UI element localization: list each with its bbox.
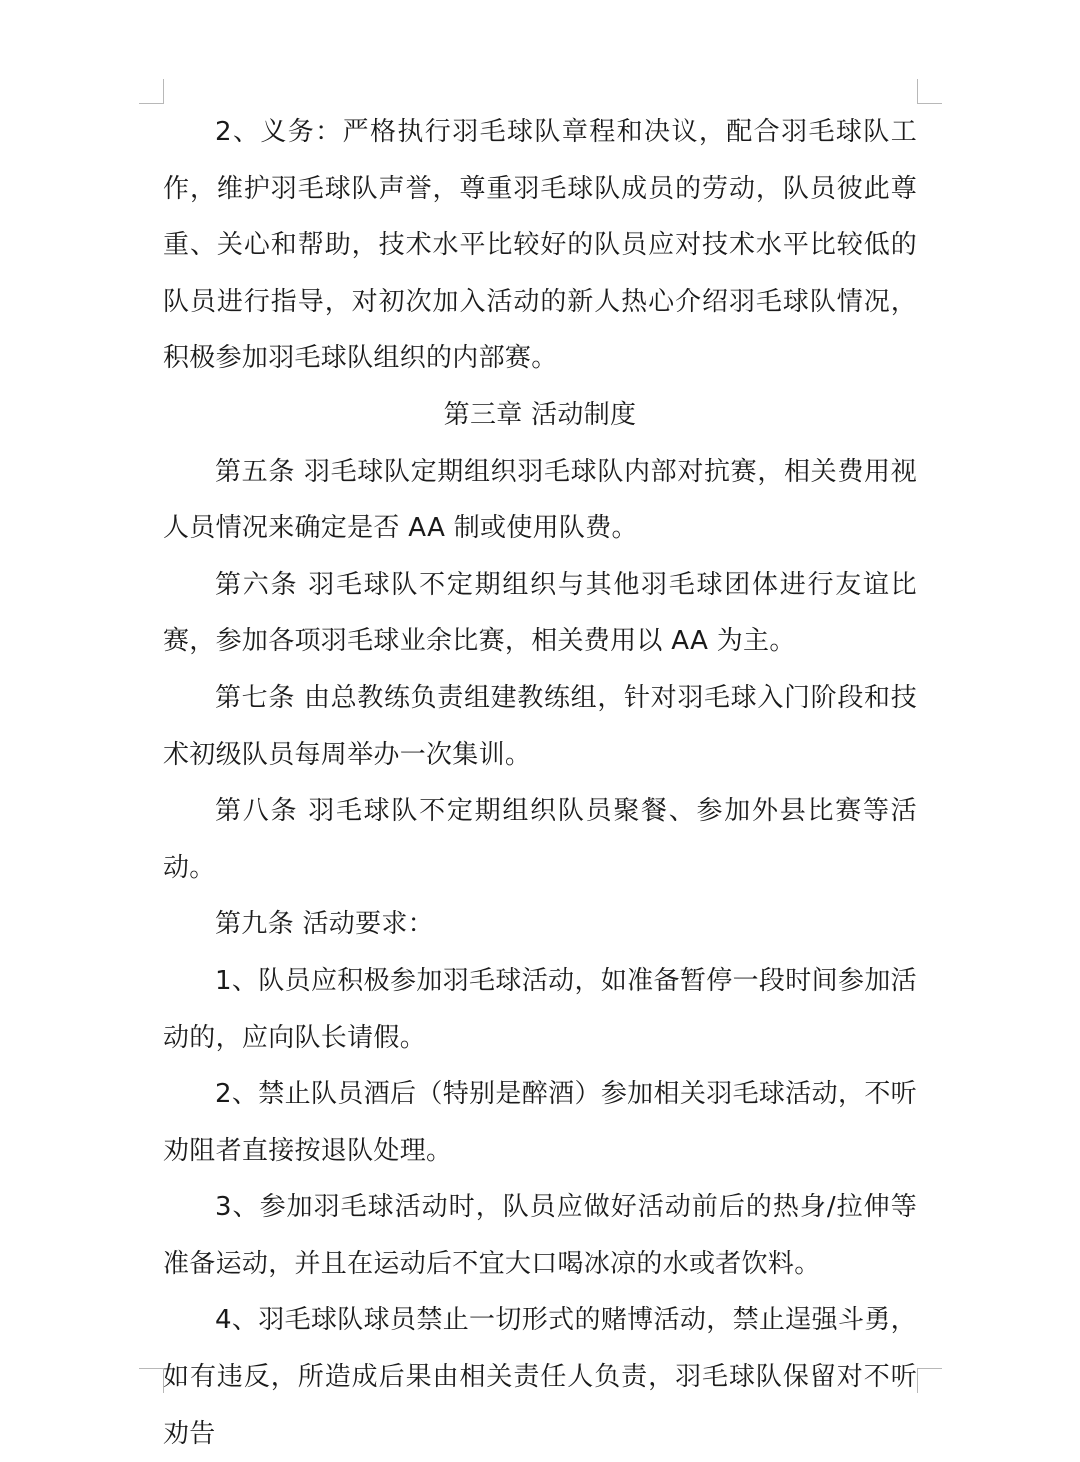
paragraph-article-7: 第七条 由总教练负责组建教练组，针对羽毛球入门阶段和技术初级队员每周举办一次集训。 (163, 682, 917, 770)
paragraph-requirement-4: 4、羽毛球队球员禁止一切形式的赌博活动，禁止逞强斗勇，如有违反，所造成后果由相关责任人负责，羽毛球队保留对不听劝告 (163, 1305, 917, 1449)
paragraph-requirement-3: 3、参加羽毛球活动时，队员应做好活动前后的热身/拉伸等准备运动，并且在运动后不宜大口喝冰凉的水或者饮料。 (163, 1192, 917, 1279)
paragraph-requirement-2: 2、禁止队员酒后（特别是醉酒）参加相关羽毛球活动，不听劝阻者直接按退队处理。 (163, 1079, 917, 1166)
document-body (163, 104, 917, 1462)
paragraph-duties: 2、义务：严格执行羽毛球队章程和决议，配合羽毛球队工作，维护羽毛球队声誉，尊重羽毛球队成员的劳动，队员彼此尊重、关心和帮助，技术水平比较好的队员应对技术水平比较低的队员进行指导，对初次加入活动的新人热心介绍羽毛球队情况，积极参加羽毛球队组织的内部赛。 (163, 117, 917, 374)
paragraph-article-5: 第五条 羽毛球队定期组织羽毛球队内部对抗赛，相关费用视人员情况来确定是否 AA 制或使用队费。 (163, 456, 917, 544)
paragraph-article-9: 第九条 活动要求： (215, 909, 434, 940)
crop-mark-bottom-left (139, 1368, 164, 1393)
crop-mark-top-left (139, 79, 164, 104)
paragraph-article-6: 第六条 羽毛球队不定期组织与其他羽毛球团体进行友谊比赛，参加各项羽毛球业余比赛，相关费用以 AA 为主。 (163, 569, 917, 657)
paragraph-requirement-1: 1、队员应积极参加羽毛球活动，如准备暂停一段时间参加活动的，应向队长请假。 (163, 965, 917, 1053)
crop-mark-bottom-right (917, 1368, 942, 1393)
chapter-heading: 第三章 活动制度 (443, 399, 637, 430)
paragraph-article-8: 第八条 羽毛球队不定期组织队员聚餐、参加外县比赛等活动。 (163, 796, 917, 883)
crop-mark-top-right (917, 79, 942, 104)
